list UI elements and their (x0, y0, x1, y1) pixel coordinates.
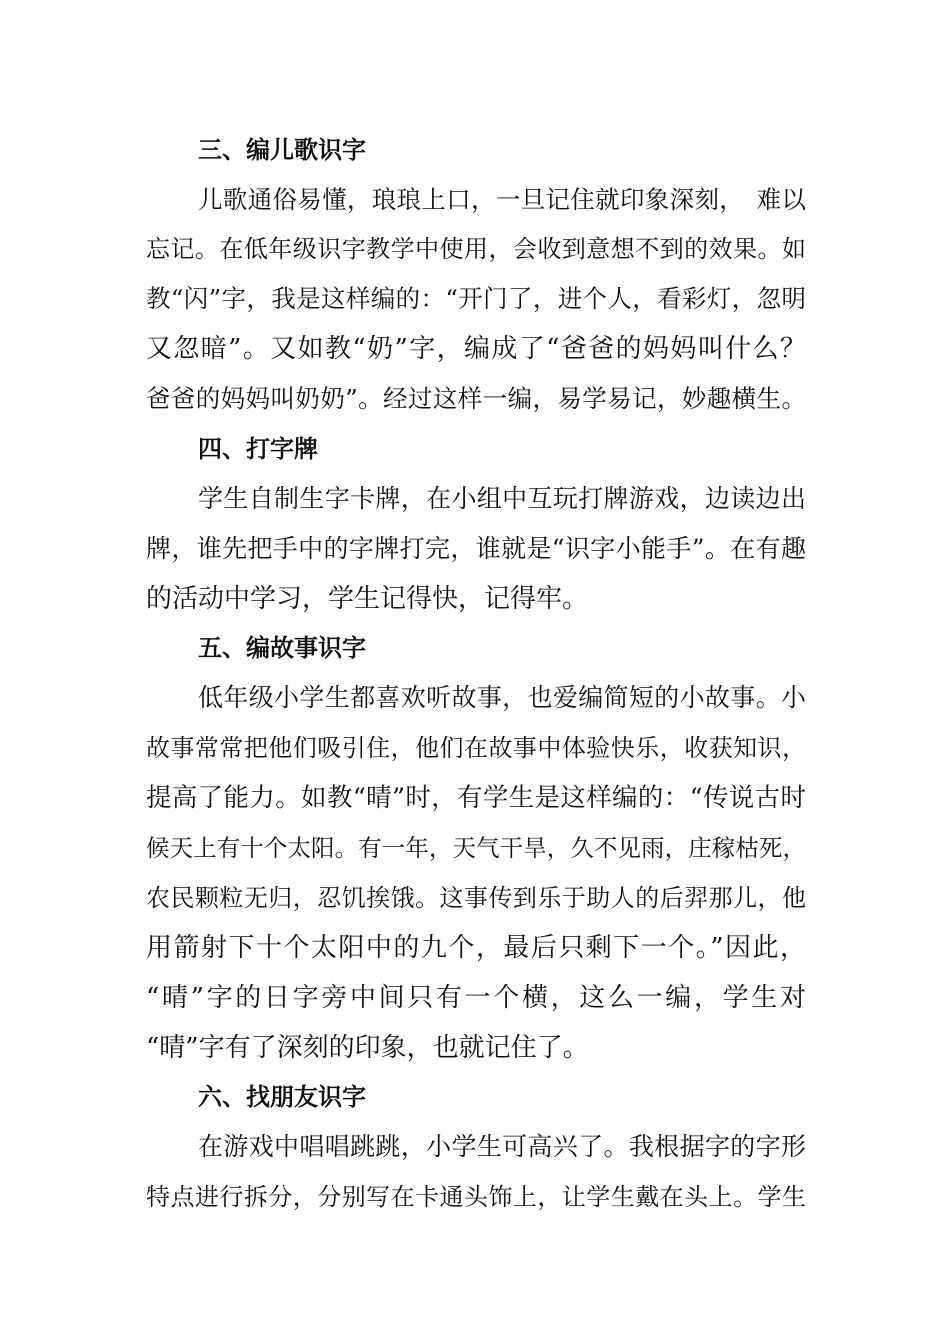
paragraph-line: 特点进行拆分，分别写在卡通头饰上，让学生戴在头上。学生 (146, 1183, 806, 1211)
paragraph-line: 候天上有十个太阳。有一年，天气干旱，久不见雨，庄稼枯死， (146, 834, 806, 862)
paragraph-line: 农民颗粒无归，忍饥挨饿。这事传到乐于助人的后羿那儿，他 (146, 884, 806, 912)
paragraph-line: 儿歌通俗易懂，琅琅上口，一旦记住就印象深刻， 难以 (198, 185, 806, 214)
paragraph-line: 学生自制生字卡牌，在小组中互玩打牌游戏，边读边出 (198, 484, 806, 513)
paragraph-line: 低年级小学生都喜欢听故事，也爱编简短的小故事。小 (198, 683, 806, 712)
paragraph-line: 提高了能力。如教“晴”时，有学生是这样编的：“传说古时 (146, 783, 806, 813)
section-heading-3: 三、编儿歌识字 (198, 136, 366, 164)
paragraph-line: 在游戏中唱唱跳跳，小学生可高兴了。我根据字的字形 (198, 1132, 806, 1161)
paragraph-line: 爸爸的妈妈叫奶奶”。经过这样一编，易学易记，妙趣横生。 (146, 384, 806, 413)
paragraph-line: 牌，谁先把手中的字牌打完，谁就是“识字小能手”。在有趣 (146, 534, 806, 563)
paragraph-line: 用箭射下十个太阳中的九个，最后只剩下一个。”因此， (146, 933, 806, 963)
paragraph-line: 的活动中学习，学生记得快，记得牢。 (146, 584, 589, 614)
section-heading-4: 四、打字牌 (198, 435, 318, 463)
paragraph-line: 故事常常把他们吸引住，他们在故事中体验快乐，收获知识， (146, 734, 806, 762)
paragraph-line: 教“闪”字，我是这样编的：“开门了，进个人，看彩灯，忽明 (146, 284, 806, 313)
section-heading-5: 五、编故事识字 (198, 634, 366, 662)
paragraph-line: “晴”字有了深刻的印象，也就记住了。 (146, 1033, 589, 1063)
paragraph-line: 忘记。在低年级识字教学中使用，会收到意想不到的效果。如 (146, 235, 806, 263)
section-heading-6: 六、找朋友识字 (198, 1083, 366, 1111)
paragraph-line: “晴”字的日字旁中间只有一个横，这么一编，学生对 (146, 983, 806, 1013)
paragraph-line: 又忽暗”。又如教“奶”字，编成了“爸爸的妈妈叫什么？ (146, 334, 806, 364)
